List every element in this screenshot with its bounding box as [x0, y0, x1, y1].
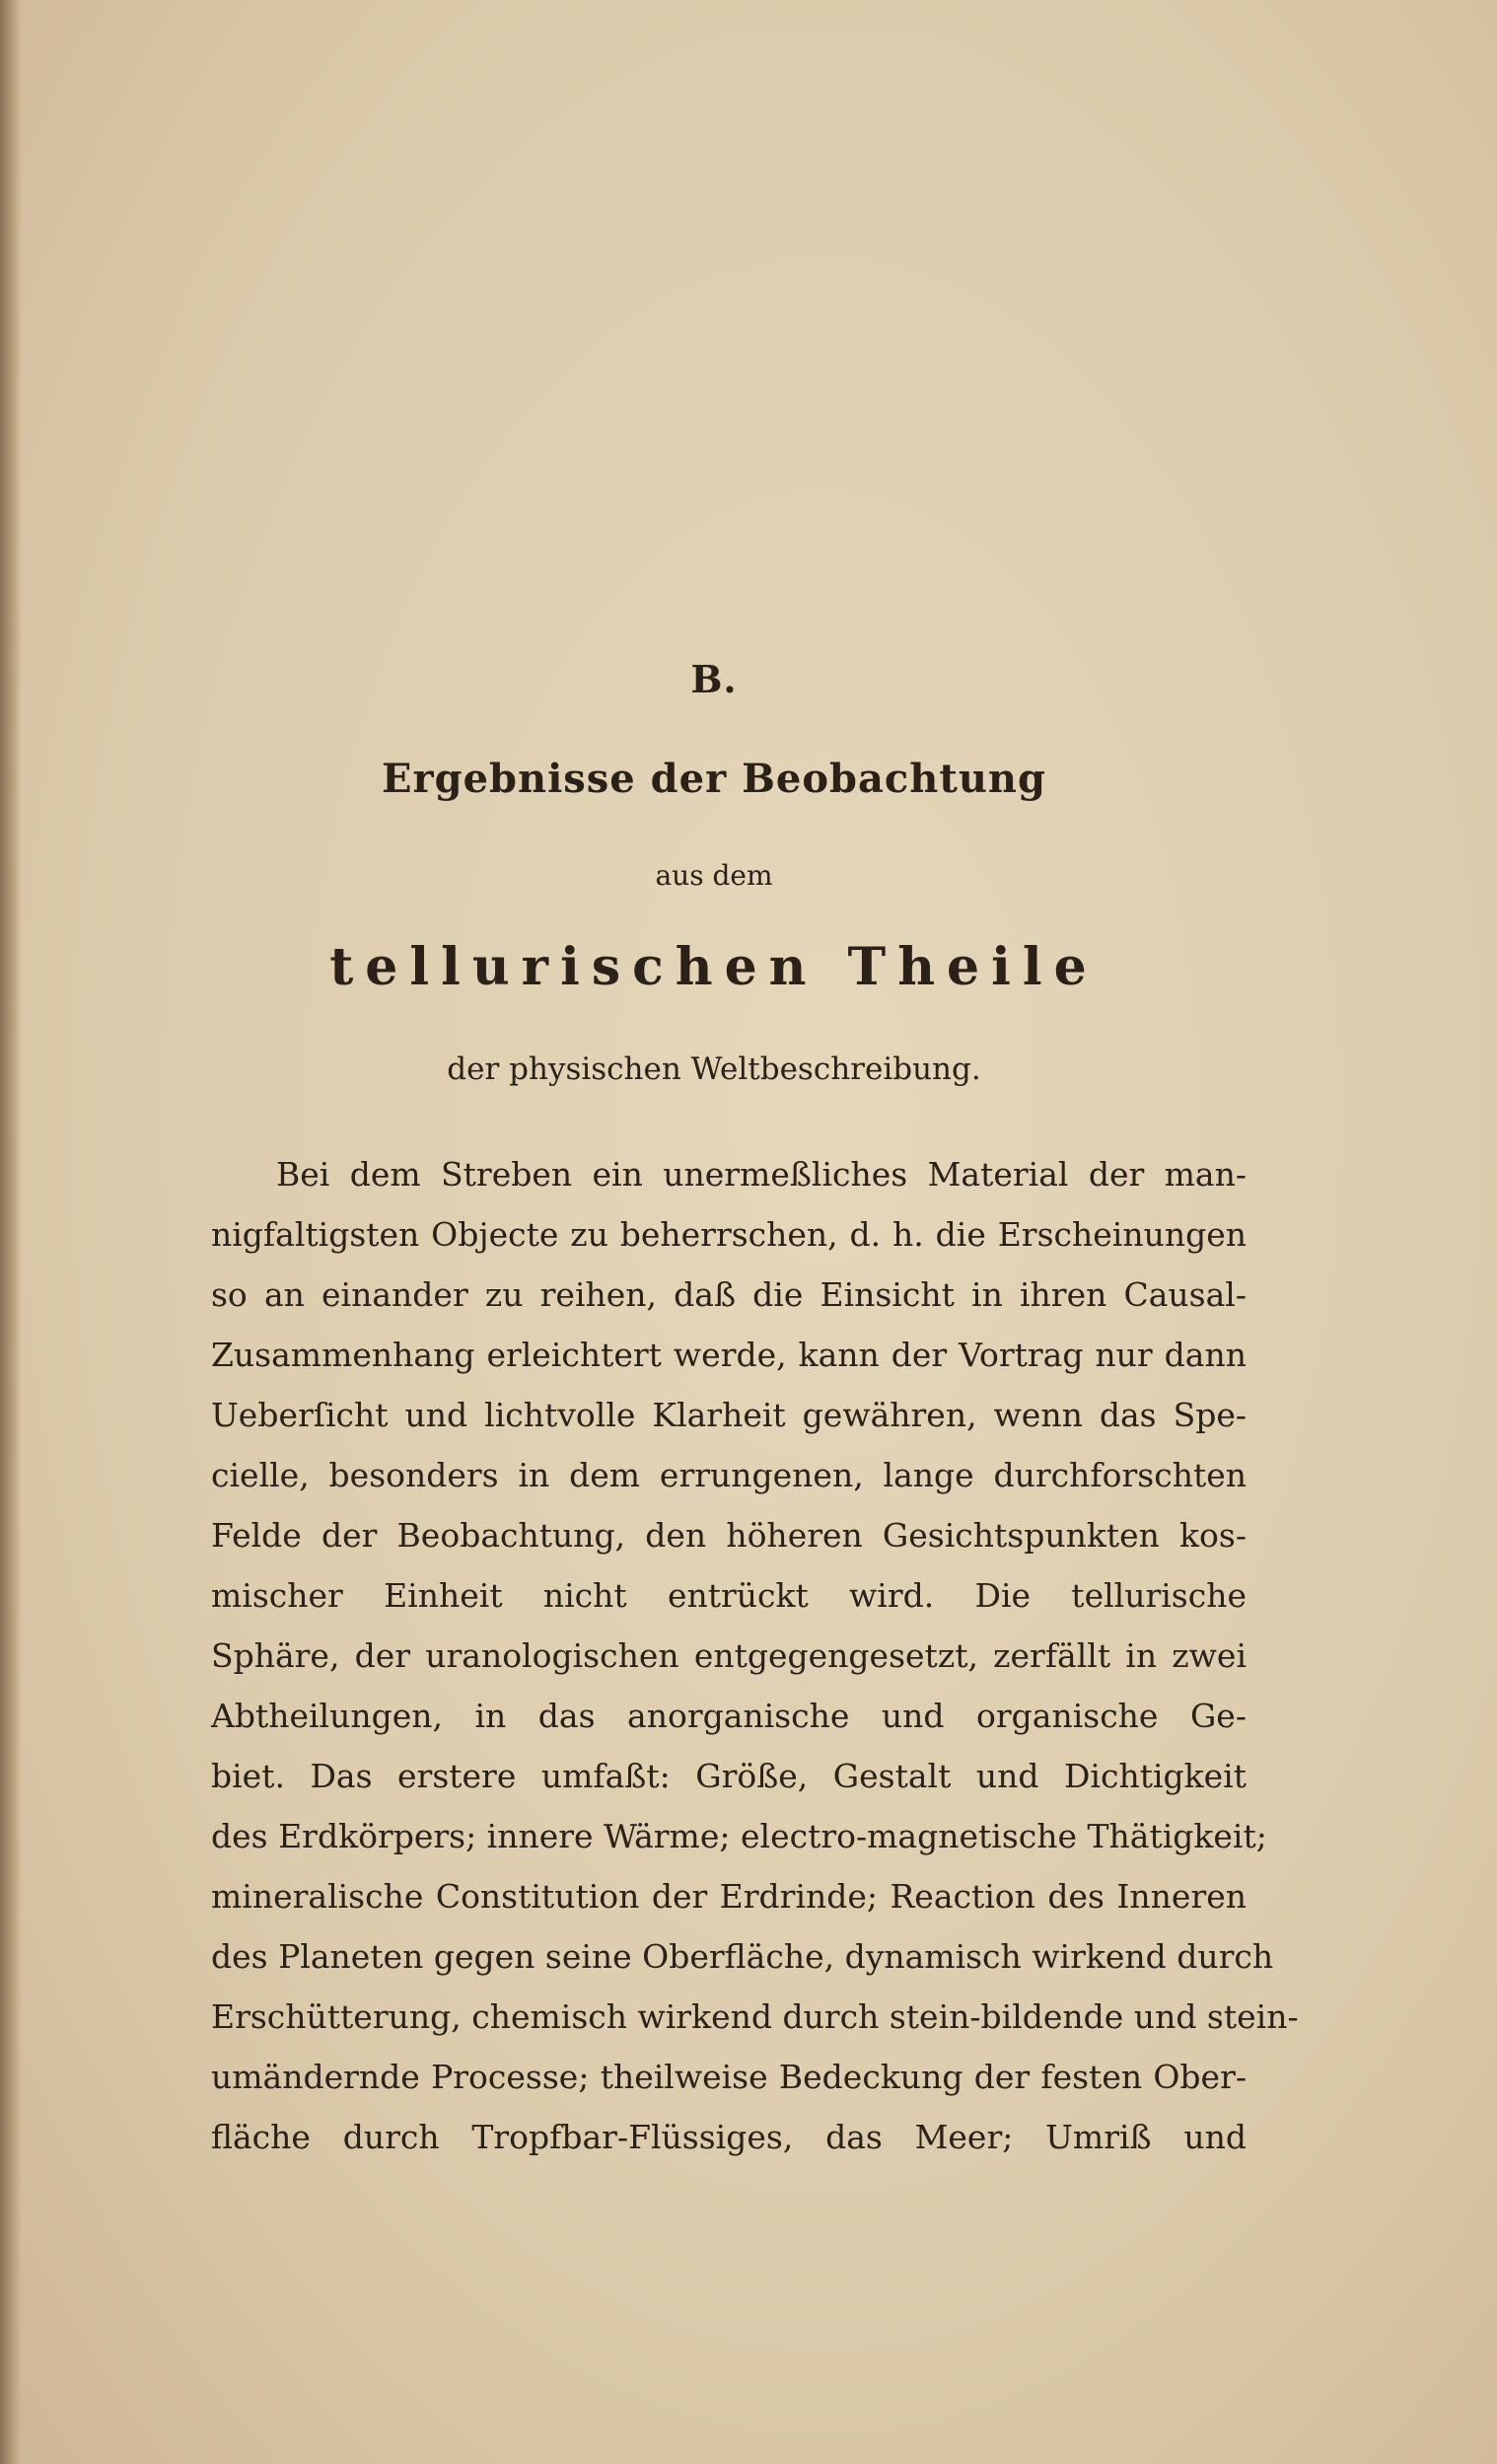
text-line: fläche durch Tropfbar-Flüssiges, das Meer; Umriß und — [211, 2118, 1247, 2156]
text-line: cielle, besonders in dem errungenen, lange durchforschten — [211, 1456, 1247, 1494]
section-connector: aus dem — [655, 859, 773, 892]
text-line: Sphäre, der uranologischen entgegengesetzt, zerfällt in zwei — [211, 1636, 1247, 1675]
body-text — [211, 1144, 1299, 2167]
text-line: Felde der Beobachtung, den höheren Gesichtspunkten kos- — [211, 1516, 1247, 1555]
section-main-heading: tellurischen Theile — [329, 937, 1099, 997]
text-line: mineralische Constitution der Erdrinde; Reaction des Inneren — [211, 1877, 1247, 1916]
section-title: Ergebnisse der Beobachtung — [382, 756, 1046, 802]
text-line: des Planeten gegen seine Oberfläche, dynamisch wirkend durch — [211, 1937, 1274, 1976]
text-line: mischer Einheit nicht entrückt wird. Die tellurische — [211, 1576, 1247, 1615]
text-line: Abtheilungen, in das anorganische und organische Ge- — [211, 1697, 1247, 1735]
text-line: des Erdkörpers; innere Wärme; electro-magnetische Thätigkeit; — [211, 1817, 1267, 1855]
book-spine-shadow — [0, 0, 22, 2464]
text-line: umändernde Processe; theilweise Bedeckung der festen Ober- — [211, 2058, 1247, 2096]
text-line: biet. Das erstere umfaßt: Größe, Gestalt und Dichtigkeit — [211, 1757, 1247, 1795]
section-letter: B. — [690, 657, 738, 701]
text-line: nigfaltigsten Objecte zu beherrschen, d. h. die Erscheinungen — [211, 1215, 1247, 1254]
text-line: Ueberſicht und lichtvolle Klarheit gewähren, wenn das Spe- — [211, 1396, 1247, 1434]
text-line: Zusammenhang erleichtert werde, kann der Vortrag nur dann — [211, 1336, 1247, 1374]
section-subheading: der physischen Weltbeschreibung. — [447, 1051, 981, 1087]
text-line: Bei dem Streben ein unermeßliches Material der man- — [276, 1155, 1247, 1194]
text-line: Erschütterung, chemisch wirkend durch stein-bildende und stein- — [211, 1997, 1299, 2036]
text-line: so an einander zu reihen, daß die Einsicht in ihren Causal- — [211, 1275, 1247, 1314]
